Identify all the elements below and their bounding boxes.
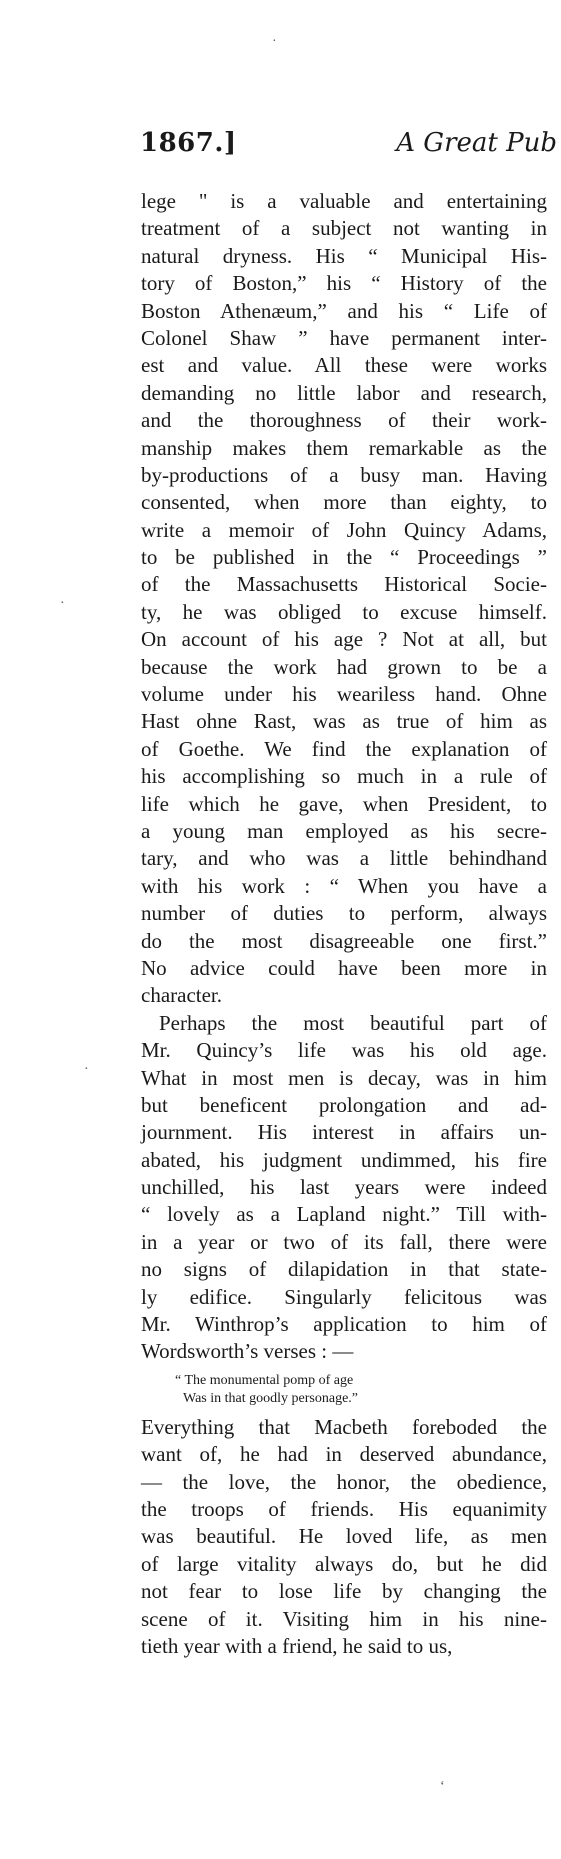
text-line: Boston Athenæum,” and his “ Life of: [141, 298, 547, 323]
text-line: with his work : “ When you have a: [141, 873, 547, 898]
text-line: and the thoroughness of their work-: [141, 408, 547, 433]
quote-line: “ The monumental pomp of age: [175, 1372, 354, 1388]
text-line: but beneficent prolongation and ad-: [141, 1092, 547, 1117]
text-line: Perhaps the most beautiful part of: [159, 1010, 547, 1035]
text-line: Mr. Winthrop’s application to him of: [141, 1312, 547, 1337]
stray-mark: ‘: [440, 1779, 445, 1794]
paragraph-3: [141, 1414, 547, 1661]
text-line: tary, and who was a little behindhand: [141, 846, 547, 871]
text-line: Everything that Macbeth foreboded the: [141, 1414, 547, 1439]
text-line: “ lovely as a Lapland night.” Till with-: [141, 1202, 547, 1227]
header-year: 1867.]: [140, 128, 237, 158]
text-line: tieth year with a friend, he said to us,: [141, 1633, 453, 1658]
text-line: life which he gave, when President, to: [141, 791, 547, 816]
text-line: of the Massachusetts Historical Socie-: [141, 572, 547, 597]
verse-quote: [141, 1372, 547, 1408]
text-line: character.: [141, 983, 223, 1008]
text-line: ty, he was obliged to excuse himself.: [141, 599, 547, 624]
text-line: natural dryness. His “ Municipal His-: [141, 243, 547, 268]
text-line: journment. His interest in affairs un-: [141, 1120, 547, 1145]
text-line: do the most disagreeable one first.”: [141, 928, 547, 953]
text-line: not fear to lose life by changing the: [141, 1579, 547, 1604]
text-line: Wordsworth’s verses : —: [141, 1339, 354, 1364]
text-line: a young man employed as his secre-: [141, 818, 547, 843]
text-line: lege " is a valuable and entertaining: [141, 189, 547, 213]
text-line: abated, his judgment undimmed, his fire: [141, 1147, 547, 1172]
text-line: tory of Boston,” his “ History of the: [141, 271, 547, 296]
text-line: of Goethe. We find the explanation of: [141, 736, 547, 761]
body-text: [141, 188, 547, 1660]
text-line: volume under his weariless hand. Ohne: [141, 682, 547, 707]
text-line: manship makes them remarkable as the: [141, 435, 547, 460]
text-line: On account of his age ? Not at all, but: [141, 627, 547, 652]
text-line: Mr. Quincy’s life was his old age.: [141, 1038, 547, 1063]
text-line: est and value. All these were works: [141, 353, 547, 378]
text-line: consented, when more than eighty, to: [141, 490, 547, 515]
text-line: demanding no little labor and research,: [141, 380, 547, 405]
text-line: his accomplishing so much in a rule of: [141, 764, 547, 789]
text-line: unchilled, his last years were indeed: [141, 1175, 547, 1200]
text-line: was beautiful. He loved life, as men: [141, 1524, 547, 1549]
text-line: — the love, the honor, the obedience,: [141, 1469, 547, 1494]
running-header: [140, 128, 561, 168]
text-line: ly edifice. Singularly felicitous was: [141, 1284, 547, 1309]
text-line: because the work had grown to be a: [141, 654, 547, 679]
text-line: to be published in the “ Proceedings ”: [141, 545, 547, 570]
text-line: Hast ohne Rast, was as true of him as: [141, 709, 547, 734]
text-line: of large vitality always do, but he did: [141, 1551, 547, 1576]
quote-line: Was in that goodly personage.”: [183, 1390, 358, 1406]
stray-mark: ·: [84, 1062, 89, 1077]
text-line: want of, he had in deserved abundance,: [141, 1442, 547, 1467]
running-title: A Great Pub: [396, 128, 557, 158]
paragraph-2: [141, 1010, 547, 1366]
stray-mark: ·: [60, 596, 65, 611]
text-line: No advice could have been more in: [141, 955, 547, 980]
text-line: by-productions of a busy man. Having: [141, 462, 547, 487]
text-line: treatment of a subject not wanting in: [141, 216, 547, 241]
text-line: number of duties to perform, always: [141, 901, 547, 926]
paragraph-1: [141, 188, 547, 1010]
text-line: in a year or two of its fall, there were: [141, 1229, 547, 1254]
text-line: scene of it. Visiting him in his nine-: [141, 1606, 547, 1631]
text-line: no signs of dilapidation in that state-: [141, 1257, 547, 1282]
text-line: What in most men is decay, was in him: [141, 1065, 547, 1090]
text-line: Colonel Shaw ” have permanent inter-: [141, 325, 547, 350]
stray-mark: ·: [272, 34, 277, 49]
text-line: write a memoir of John Quincy Adams,: [141, 517, 547, 542]
text-line: the troops of friends. His equanimity: [141, 1496, 547, 1521]
